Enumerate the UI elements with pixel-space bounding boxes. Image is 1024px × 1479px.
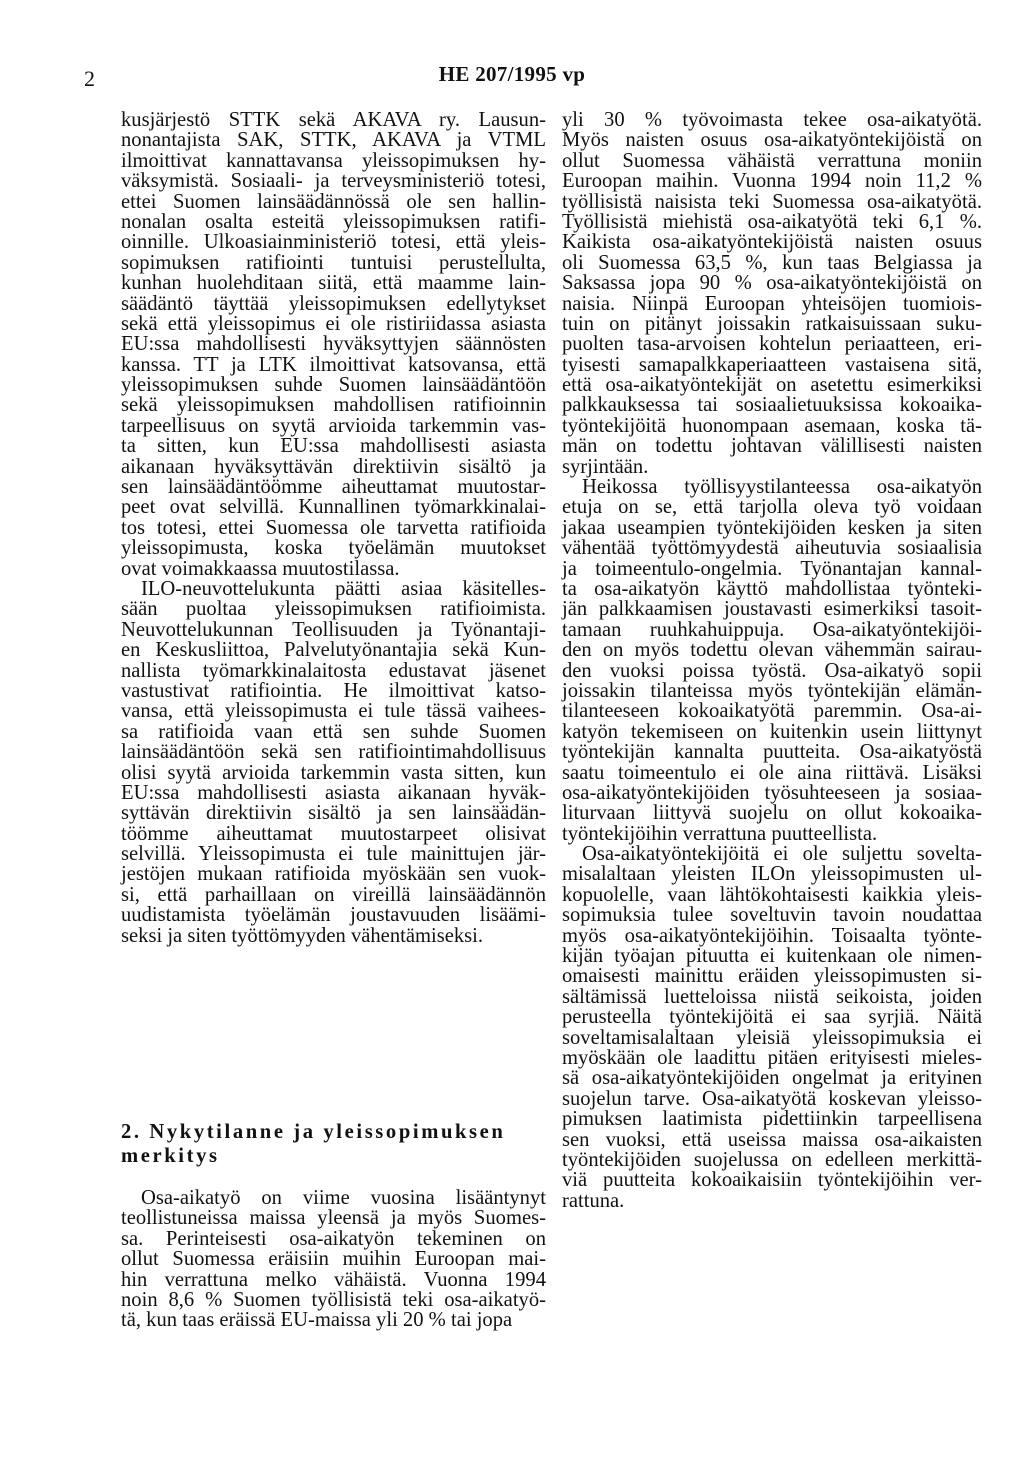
- text-line: kijän työajan pituutta ei kuitenkaan ole nimen-: [562, 945, 982, 968]
- text-line: sekä että yleissopimus ei ole ristiriidassa asiasta: [121, 312, 546, 335]
- text-line: puolten tasa-arvoisen kohtelun periaatteen, eri-: [562, 333, 982, 356]
- text-line: tilanteeseen kokoaikatyötä paremmin. Osa-ai-: [562, 700, 982, 723]
- text-line: palkkauksessa tai sosiaalietuuksissa kokoaika-: [562, 394, 982, 417]
- paragraph: [562, 477, 982, 844]
- text-line: lainsäädäntöön sekä sen ratifiointimahdollisuus: [121, 741, 546, 764]
- text-line: en Keskusliittoa, Palvelutyönantajia sekä Kun-: [121, 639, 546, 662]
- text-line: ILO-neuvottelukunta päätti asiaa käsitelles-: [141, 577, 546, 600]
- text-line: yleissopimuksen suhde Suomen lainsäädäntöön: [121, 374, 546, 397]
- text-line: pimuksen laatimista pidettiinkin tarpeellisena: [562, 1108, 982, 1131]
- text-line: yli 30 % työvoimasta tekee osa-aikatyötä.: [562, 109, 982, 131]
- right-column: [562, 110, 982, 1211]
- text-line: ta sitten, kun EU:ssa mahdollisesti asiasta: [121, 435, 546, 458]
- text-line: säädäntö täyttää yleissopimuksen edellytykset: [121, 292, 546, 315]
- text-line: EU:ssa mahdollisesti hyväksyttyjen säännösten: [121, 333, 546, 356]
- text-line: viä puutteita kokoaikaisiin työntekijöihin ver-: [562, 1169, 982, 1192]
- text-line: Heikossa työllisyystilanteessa osa-aikatyön: [582, 476, 982, 499]
- text-line: nonantajista SAK, STTK, AKAVA ja VTML: [121, 129, 546, 152]
- text-line: soveltamisalaltaan yleisiä yleissopimuksia ei: [562, 1026, 982, 1049]
- text-line: ja toimeentulo-ongelmia. Työnantajan kannal-: [562, 557, 982, 580]
- paragraph: [121, 1188, 546, 1331]
- text-line: oinnille. Ulkoasiainministeriö totesi, että yleis-: [121, 231, 546, 254]
- text-line: män on todettu johtavan välillisesti naisten: [562, 435, 982, 458]
- text-line: työntekijöiden suojelussa on edelleen merkittä-: [562, 1148, 982, 1171]
- text-line: uudistamista työelämän joustavuuden lisäämi-: [121, 904, 546, 927]
- text-line: tamaan ruuhkahuippuja. Osa-aikatyöntekijöi-: [562, 618, 982, 641]
- text-line: väksymistä. Sosiaali- ja terveysministeriö totesi,: [121, 170, 546, 193]
- text-line: rattuna.: [562, 1189, 625, 1212]
- text-line: noin 8,6 % Suomen työllisistä teki osa-aikatyö-: [121, 1288, 546, 1311]
- text-line: Työllisistä miehistä osa-aikatyötä teki 6,1 %.: [562, 210, 982, 233]
- text-line: sä osa-aikatyöntekijöiden ongelmat ja erityinen: [562, 1067, 982, 1090]
- text-line: misalaltaan yleisten ILOn yleissopimusten ul-: [562, 863, 982, 886]
- text-line: saatu toimeentulo ei ole aina riittävä. Lisäksi: [562, 761, 982, 784]
- paragraph: [562, 110, 982, 477]
- paragraph: [121, 579, 546, 946]
- text-line: osa-aikatyöntekijöiden työsuhteeseen ja sosiaa-: [562, 781, 982, 804]
- text-line: nonalan osalta esteitä yleissopimuksen ratifi-: [121, 210, 546, 233]
- left-column: [121, 110, 546, 946]
- text-line: tä, kun taas eräissä EU-maissa yli 20 % tai jopa: [121, 1309, 513, 1332]
- text-line: Myös naisten osuus osa-aikatyöntekijöistä on: [562, 129, 982, 152]
- text-line: jestöjen mukaan ratifioida myöskään sen vuok-: [121, 863, 546, 886]
- text-line: olisi syytä arvioida tarkemmin vasta sitten, kun: [121, 761, 546, 784]
- text-line: katyön tekemiseen on kuitenkin usein liittynyt: [562, 720, 982, 743]
- text-line: Neuvottelukunnan Teollisuuden ja Työnantaji-: [121, 618, 546, 641]
- text-line: tuin on pitänyt joissakin ratkaisuissaan suku-: [562, 312, 982, 335]
- text-line: sopimuksen ratifiointi tuntuisi perustellulta,: [121, 251, 546, 274]
- text-line: seksi ja siten työttömyyden vähentämiseksi.: [121, 924, 484, 947]
- text-line: sa. Perinteisesti osa-aikatyön tekeminen on: [121, 1227, 546, 1250]
- text-line: sopimuksia tulee soveltuvin tavoin noudattaa: [562, 904, 982, 927]
- text-line: naisia. Niinpä Euroopan yhteisöjen tuomiois-: [562, 292, 982, 315]
- text-line: EU:ssa mahdollisesti asiasta aikanaan hyväk-: [121, 781, 546, 804]
- text-line: etuja on se, että tarjolla oleva työ voidaan: [562, 496, 982, 519]
- text-line: vähentää työttömyydestä aiheutuvia sosiaalisia: [562, 537, 982, 560]
- text-line: yleissopimusta, koska työelämän muutokset: [121, 537, 546, 560]
- text-line: vansa, että yleissopimusta ei tule tässä vaihees-: [121, 700, 546, 723]
- text-line: Saksassa jopa 90 % osa-aikatyöntekijöistä on: [562, 272, 982, 295]
- text-line: omaisesti mainittu eräiden yleissopimusten si-: [562, 965, 982, 988]
- paragraph: [121, 110, 546, 579]
- text-line: Osa-aikatyöntekijöitä ei ole suljettu sovelta-: [582, 843, 982, 866]
- text-line: sen vuoksi, että useissa maissa osa-aikaisten: [562, 1128, 982, 1151]
- text-line: tyisesti samapalkkaperiaatteen vastaisena sitä,: [562, 353, 982, 376]
- text-line: vastustivat ratifiointia. He ilmoittivat katso-: [121, 679, 546, 702]
- text-line: aikanaan hyväksyttävän direktiivin sisältö ja: [121, 455, 546, 478]
- text-line: liturvaan liittyvä suojelu on ollut kokoaika-: [562, 802, 982, 825]
- text-line: tarpeellisuus on syytä arvioida tarkemmin vas-: [121, 414, 546, 437]
- text-line: työntekijöihin verrattuna puutteellista.: [562, 822, 878, 845]
- text-line: työllisistä naisista teki Suomessa osa-aikatyötä.: [562, 190, 982, 213]
- document-id-header: HE 207/1995 vp: [438, 62, 586, 86]
- text-line: kusjärjestö STTK sekä AKAVA ry. Lausun-: [121, 109, 546, 131]
- text-line: teollistuneissa maissa yleensä ja myös Suomes-: [121, 1207, 546, 1230]
- text-line: nallista työmarkkinalaitosta edustavat jäsenet: [121, 659, 546, 682]
- text-line: kopuolelle, vaan lähtökohtaisesti kaikkia yleis-: [562, 883, 982, 906]
- text-line: perusteella työntekijöitä ei saa syrjiä. Näitä: [562, 1006, 982, 1029]
- text-line: ovat voimakkaassa muutostilassa.: [121, 557, 400, 580]
- text-line: peet ovat selvillä. Kunnallinen työmarkkinalai-: [121, 496, 546, 519]
- text-line: jän palkkaamisen joustavasti esimerkiksi tasoit-: [562, 598, 982, 621]
- text-line: syttävän direktiivin sisältö ja sen lainsäädän-: [121, 802, 546, 825]
- text-line: ilmoittivat kannattavansa yleissopimuksen hy-: [121, 149, 546, 172]
- text-line: tos totesi, ettei Suomessa ole tarvetta ratifioida: [121, 516, 546, 539]
- paragraph: [562, 844, 982, 1211]
- text-line: että osa-aikatyöntekijät on asetettu esimerkiksi: [562, 374, 982, 397]
- text-line: Euroopan maihin. Vuonna 1994 noin 11,2 %: [562, 170, 982, 193]
- page-number: 2: [84, 66, 95, 91]
- section-body: [121, 1188, 546, 1331]
- text-line: oli Suomessa 63,5 %, kun taas Belgiassa ja: [562, 251, 982, 274]
- section-heading: 2. Nykytilanne ja yleissopimuksen merkitys: [121, 1121, 506, 1167]
- text-line: joissakin tilanteissa myös työntekijän elämän-: [562, 679, 982, 702]
- text-line: ollut Suomessa vähäistä verrattuna moniin: [562, 149, 982, 172]
- text-line: sekä yleissopimuksen mahdollisen ratifioinnin: [121, 394, 546, 417]
- text-line: myöskään ole laadittu pitäen erityisesti mieles-: [562, 1046, 982, 1069]
- text-line: työntekijän kannalta puutteita. Osa-aikatyöstä: [562, 741, 982, 764]
- text-line: ettei Suomen lainsäädännössä ole sen hallin-: [121, 190, 546, 213]
- text-line: sen lainsäädäntöömme aiheuttamat muutostar-: [121, 476, 546, 499]
- text-line: suojelun tarve. Osa-aikatyötä koskevan yleisso-: [562, 1087, 982, 1110]
- text-line: kanssa. TT ja LTK ilmoittivat katsovansa, että: [121, 353, 546, 376]
- text-line: sään puoltaa yleissopimuksen ratifioimista.: [121, 598, 546, 621]
- text-line: Osa-aikatyö on viime vuosina lisääntynyt: [141, 1187, 546, 1209]
- text-line: Kaikista osa-aikatyöntekijöistä naisten osuus: [562, 231, 982, 254]
- text-line: syrjintään.: [562, 455, 649, 478]
- text-line: kunhan huolehditaan siitä, että maamme lain-: [121, 272, 546, 295]
- text-line: hin verrattuna melko vähäistä. Vuonna 1994: [121, 1268, 546, 1291]
- text-line: sältämissä luetteloissa niistä seikoista, joiden: [562, 985, 982, 1008]
- text-line: työntekijöitä huonompaan asemaan, koska tä-: [562, 414, 982, 437]
- text-line: myös osa-aikatyöntekijöihin. Toisaalta työnte-: [562, 924, 982, 947]
- text-line: selvillä. Yleissopimusta ei tule mainittujen jär-: [121, 843, 546, 866]
- text-line: den vuoksi poissa työstä. Osa-aikatyö sopii: [562, 659, 982, 682]
- text-line: ta osa-aikatyön käyttö mahdollistaa työnteki-: [562, 577, 982, 600]
- text-line: den on myös todettu olevan vähemmän sairau-: [562, 639, 982, 662]
- text-line: sa ratifioida vaan että sen suhde Suomen: [121, 720, 546, 743]
- text-line: töömme aiheuttamat muutostarpeet olisivat: [121, 822, 546, 845]
- text-line: si, että parhaillaan on vireillä lainsäädännön: [121, 883, 546, 906]
- text-line: ollut Suomessa eräisiin muihin Euroopan mai-: [121, 1248, 546, 1271]
- text-line: jakaa useampien työntekijöiden kesken ja siten: [562, 516, 982, 539]
